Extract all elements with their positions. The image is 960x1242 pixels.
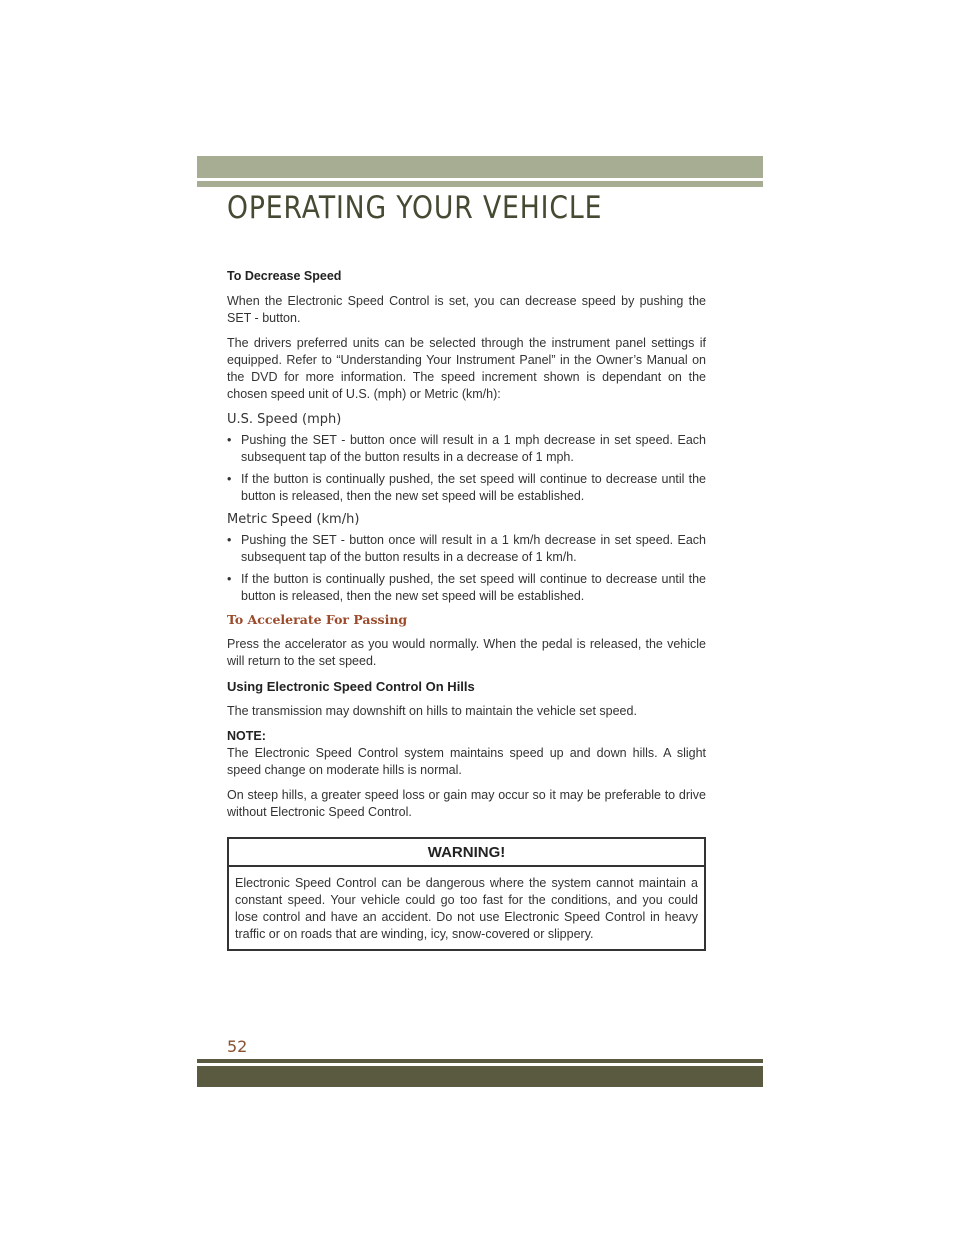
bullet-icon: • [227, 472, 232, 486]
note-text: The Electronic Speed Control system maintains speed up and down hills. A slight speed change on moderate hills is normal. [227, 746, 706, 777]
list-item: • If the button is continually pushed, the set speed will continue to decrease until the button is released, then the new set speed will be established. [227, 472, 706, 503]
passing-heading: To Accelerate For Passing [227, 612, 408, 627]
us-speed-list [227, 432, 706, 505]
header-rule [197, 181, 763, 187]
us-speed-heading: U.S. Speed (mph) [227, 412, 342, 427]
decrease-speed-para2: The drivers preferred units can be selected through the instrument panel settings if equipped. Refer to “Understanding Your Instrument Panel” in the Owner’s Manual on the DVD for more information. The speed increment shown is dependant on the chosen speed unit of U.S. (mph) or Metric (km/h): [227, 336, 706, 401]
hills-para2: On steep hills, a greater speed loss or gain may occur so it may be preferable to drive without Electronic Speed Control. [227, 788, 706, 819]
decrease-speed-heading: To Decrease Speed [227, 269, 342, 283]
page-content [227, 268, 706, 951]
list-item: • Pushing the SET - button once will result in a 1 mph decrease in set speed. Each subsequent tap of the button results in a decrease of 1 mph. [227, 433, 706, 464]
footer-rule [197, 1059, 763, 1063]
section-title: OPERATING YOUR VEHICLE [227, 190, 603, 226]
decrease-speed-para1: When the Electronic Speed Control is set, you can decrease speed by pushing the SET - button. [227, 294, 706, 325]
hills-para1: The transmission may downshift on hills to maintain the vehicle set speed. [227, 704, 637, 718]
warning-title: WARNING! [229, 839, 704, 867]
page-number: 52 [227, 1037, 248, 1056]
warning-text: Electronic Speed Control can be dangerous where the system cannot maintain a constant speed. Your vehicle could go too fast for the conditions, and you could lose control and have an accident. Do not use Electronic Speed Control in heavy traffic or on roads that are winding, icy, snow-covered or slippery. [235, 876, 698, 941]
list-item: • If the button is continually pushed, the set speed will continue to decrease until the button is released, then the new set speed will be established. [227, 572, 706, 603]
bullet-icon: • [227, 433, 232, 447]
list-item: • Pushing the SET - button once will result in a 1 km/h decrease in set speed. Each subsequent tap of the button results in a decrease of 1 km/h. [227, 533, 706, 564]
bullet-icon: • [227, 533, 232, 547]
footer-bar [197, 1066, 763, 1087]
passing-para: Press the accelerator as you would normally. When the pedal is released, the vehicle will return to the set speed. [227, 637, 706, 668]
hills-heading: Using Electronic Speed Control On Hills [227, 679, 475, 694]
metric-speed-heading: Metric Speed (km/h) [227, 512, 360, 527]
note-label: NOTE: [227, 729, 266, 743]
header-bar [197, 156, 763, 178]
bullet-icon: • [227, 572, 232, 586]
warning-box [227, 837, 706, 951]
metric-speed-list [227, 532, 706, 605]
